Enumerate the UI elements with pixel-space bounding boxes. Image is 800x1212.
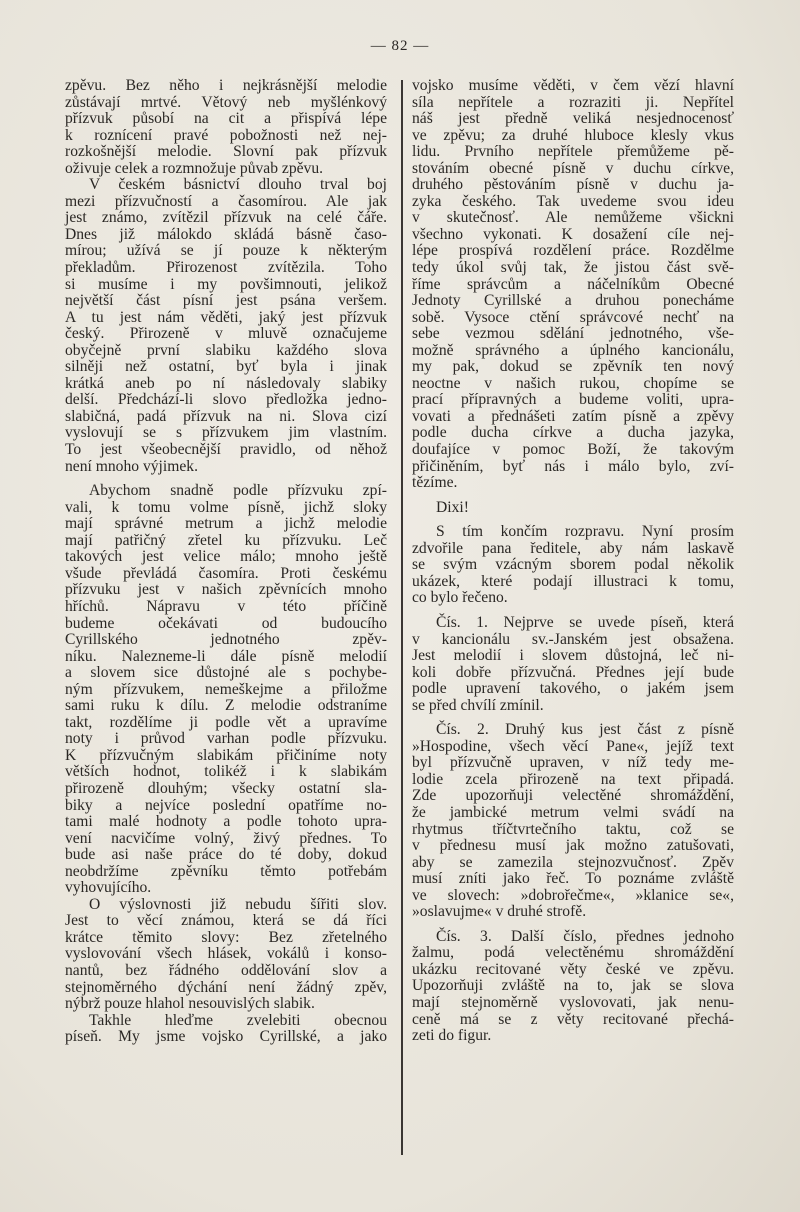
paragraph: [65, 1013, 387, 1046]
text-line: rozkošnější melodie. Slovní pak přízvuk: [65, 143, 387, 161]
text-line: vyslovování všech hlásek, vokálů i konso-: [65, 945, 387, 963]
paragraph: [65, 177, 387, 475]
text-line: silněji než ostatní, byť byla i jinak: [65, 358, 387, 376]
text-line: delší. Předchází-li slovo předložka jedno-: [65, 391, 387, 409]
text-line: O výslovnosti již nebudu šířiti slov.: [89, 895, 387, 913]
text-line: říme správcům a náčelníkům Obecné: [412, 275, 734, 293]
text-line: žalmu, podá velectěnému shromáždění: [412, 944, 734, 962]
paragraph: [65, 483, 387, 897]
text-line: lépe prospívá rozdělení práce. Rozdělme: [412, 242, 734, 260]
text-line: mají patřičný zřetel ku přízvuku. Leč: [65, 531, 387, 549]
text-line: mezi přízvučností a časomírou. Ale jak: [65, 192, 387, 210]
text-line: Dixi!: [436, 498, 469, 516]
text-line: aby se zamezila stejnozvučnosť. Zpěv: [412, 853, 734, 871]
text-line: takt, rozdělíme ji podle vět a upravíme: [65, 713, 387, 731]
text-line: budeme očekávati od budoucího: [65, 614, 387, 632]
paragraph: [65, 78, 387, 177]
text-line: sobě. Vysoce ctění správcové nechť na: [412, 308, 734, 326]
text-line: Jest melodií i slovem důstojná, leč ni-: [412, 647, 734, 665]
text-line: ukázek, které podají illustraci k tomu,: [412, 572, 734, 590]
text-line: bude asi naše práce do té doby, dokud: [65, 846, 387, 864]
text-line: překladům. Přirozenost zvítězila. Toho: [65, 259, 387, 277]
text-line: Zde upozorňuji velectěné shromáždění,: [412, 787, 734, 805]
text-line: rhytmus tříčtvrtečního taktu, což se: [412, 820, 734, 838]
text-line: píseň. My jsme vojsko Cyrillské, a jako: [65, 1028, 387, 1046]
text-line: v kancionálu sv.-Janském jest obsažena.: [412, 630, 734, 648]
paragraph: [65, 897, 387, 1013]
text-line: k roznícení pravé pobožnosti než nej-: [65, 126, 387, 144]
text-line: krátce těmito slovy: Bez zřetelného: [65, 928, 387, 946]
text-line: nantů, bez řádného oddělování slov a: [65, 961, 387, 979]
text-line: zůstávají mrtvé. Větový neb myšlénkový: [65, 93, 387, 111]
text-line: stejnoměrného dýchání není žádný zpěv,: [65, 978, 387, 996]
text-line: všechno vykonati. K dosažení cíle nej-: [412, 225, 734, 243]
text-line: doufajíce v pomoc Boží, že takovým: [412, 441, 734, 459]
text-line: vyslovují se s přízvukem jim vlastním.: [65, 424, 387, 442]
text-line: největší část písní jest psána veršem.: [65, 292, 387, 310]
text-line: a slovem sice důstojné ale s pochybe-: [65, 664, 387, 682]
text-line: ve zpěvu; za druhé hluboce klesly vkus: [412, 126, 734, 144]
text-line: musí zníti jako řeč. To poznáme zvláště: [412, 870, 734, 888]
text-line: není mnoho výjimek.: [65, 457, 198, 475]
text-line: oživuje celek a rozmnožuje půvab zpěvu.: [65, 159, 324, 177]
text-line: si musíme i my povšimnouti, jelikož: [65, 275, 387, 293]
text-line: Abychom snadně podle přízvuku zpí-: [89, 482, 387, 500]
text-line: sami ruku k dílu. Z melodie odstraníme: [65, 697, 387, 715]
text-line: takových jest velice málo; mnoho ještě: [65, 548, 387, 566]
text-line: noty i průvod varhan podle přízvuku.: [65, 730, 387, 748]
text-line: přirozeně dlouhým; všecky ostatní sla-: [65, 779, 387, 797]
text-line: byl přízvučně upraven, v níž tedy me-: [412, 754, 734, 772]
text-line: přičiněním, byť nás i málo bylo, zví-: [412, 457, 734, 475]
text-line: zyka českého. Tak uvedeme svou ideu: [412, 192, 734, 210]
text-line: neobdržíme zpěvníku těmto potřebám: [65, 862, 387, 880]
text-line: ceně má se z věty recitované přechá-: [412, 1010, 734, 1028]
text-line: vovati a přednášeti zatím písně a zpěvy: [412, 407, 734, 425]
text-line: zpěvu. Bez něho i nejkrásnější melodie: [65, 77, 387, 94]
text-line: Upozorňuji zvláště na to, jak se slova: [412, 977, 734, 995]
text-line: Cyrillského jednotného zpěv-: [65, 631, 387, 649]
text-line: Čís. 3. Další číslo, přednes jednoho: [436, 927, 734, 945]
text-line: vení nacvičíme volný, živý přednes. To: [65, 829, 387, 847]
text-line: náš jest předně veliká nesjednocenosť: [412, 110, 734, 128]
text-line: v přednesu musí jak možno zatušovati,: [412, 837, 734, 855]
text-line: přízvuk působí na cit a přispívá lépe: [65, 110, 387, 128]
text-line: »oslavujme« v druhé strofě.: [412, 903, 587, 921]
paragraph: [412, 722, 734, 921]
text-line: S tím končím rozpravu. Nyní prosím: [436, 523, 734, 541]
text-line: vyhovujícího.: [65, 879, 152, 897]
text-line: všude převládá časomíra. Proti českému: [65, 564, 387, 582]
paragraph: [412, 929, 734, 1045]
text-line: To jest všeobecnější pravidlo, od něhož: [65, 441, 387, 459]
text-line: zdvořile pana ředitele, aby nám laskavě: [412, 539, 734, 557]
text-line: Čís. 2. Druhý kus jest část z písně: [436, 721, 734, 739]
text-line: nýbrž pouze hlahol nesouvislých slabik.: [65, 995, 315, 1013]
text-line: sebe vezmou sdělání jednotného, vše-: [412, 325, 734, 343]
column-divider: [401, 80, 403, 1155]
text-line: tězíme.: [412, 474, 458, 492]
text-line: mírou; užívá se jí pouze k některým: [65, 242, 387, 260]
text-line: níku. Nalezneme-li dále písně melodií: [65, 647, 387, 665]
text-line: mají správné metrum a jichž melodie: [65, 515, 387, 533]
text-line: lodie zcela přirozeně na text připadá.: [412, 770, 734, 788]
text-line: A tu jest nám věděti, jaký jest přízvuk: [65, 308, 387, 326]
text-line: koli dobře přízvučná. Přednes její bude: [412, 663, 734, 681]
text-line: Čís. 1. Nejprve se uvede píseň, která: [436, 613, 734, 631]
text-line: krátká aneb po ní následovaly slabiky: [65, 374, 387, 392]
right-column: [412, 78, 734, 1045]
text-line: ným přízvukem, nemeškejme a přiložme: [65, 680, 387, 698]
text-line: síla nepřítele a rozraziti ji. Nepřítel: [412, 93, 734, 111]
text-line: K přízvučným slabikám přičiníme noty: [65, 746, 387, 764]
text-line: vojsko musíme věděti, v čem vězí hlavní: [412, 77, 734, 94]
paragraph: [412, 615, 734, 714]
text-line: tedy úkol svůj tak, že jistou část svě-: [412, 259, 734, 277]
text-line: větších hodnot, tolikéž i k slabikám: [65, 763, 387, 781]
text-line: Jednoty Cyrillské a druhou ponecháme: [412, 292, 734, 310]
text-line: co bylo řečeno.: [412, 589, 508, 607]
paragraph: [412, 78, 734, 492]
text-line: mají stejnoměrně vyslovovati, jak nenu-: [412, 993, 734, 1011]
page-number: — 82 —: [370, 38, 430, 54]
text-line: my pak, dokud se zpěvník ten nový: [412, 358, 734, 376]
text-line: podle upravení takového, o jakém jsem: [412, 680, 734, 698]
text-line: tami malé hodnoty a podle tohoto upra-: [65, 813, 387, 831]
text-line: V českém básnictví dlouho trval boj: [89, 176, 387, 194]
text-line: přízvuku jest v našich zpěvnících mnoho: [65, 581, 387, 599]
left-column: [65, 78, 387, 1046]
text-line: se svým vzácným sborem podal několik: [412, 556, 734, 574]
text-line: obyčejně první slabiku každého slova: [65, 341, 387, 359]
text-line: možně správného a úplného kancionálu,: [412, 341, 734, 359]
text-line: že jambické metrum velmi svádí na: [412, 803, 734, 821]
text-line: se před chvílí zmínil.: [412, 696, 544, 714]
text-line: lidu. Prvního nepřítele přemůžeme pě-: [412, 143, 734, 161]
paragraph: [412, 524, 734, 607]
text-line: ve slovech: »dobrořečme«, »klanice se«,: [412, 886, 734, 904]
text-line: v skutečnosť. Ale nemůžeme všickni: [412, 209, 734, 227]
text-line: hříchů. Nápravu v této příčině: [65, 597, 387, 615]
text-line: biky a nejvíce poslední opatříme no-: [65, 796, 387, 814]
text-line: zeti do figur.: [412, 1027, 492, 1045]
text-line: Takhle hleďme zvelebiti obecnou: [89, 1011, 387, 1029]
text-line: slabičná, padá přízvuk na ni. Slova cizí: [65, 407, 387, 425]
text-line: ukázku recitované věty české ve zpěvu.: [412, 960, 734, 978]
text-line: prací přípravných a budeme voliti, upra-: [412, 391, 734, 409]
text-line: stováním obecné písně v duchu církve,: [412, 159, 734, 177]
text-line: neoctne v našich rukou, chopíme se: [412, 374, 734, 392]
text-line: český. Přirozeně v mluvě označujeme: [65, 325, 387, 343]
text-line: podle ducha církve a ducha jazyka,: [412, 424, 734, 442]
text-line: Jest to věcí známou, která se dá říci: [65, 912, 387, 930]
text-line: vali, k tomu volme písně, jichž sloky: [65, 498, 387, 516]
text-line: druhého pěstováním písně v duchu ja-: [412, 176, 734, 194]
text-line: jest známo, zvítězil přízvuk na celé čáře.: [65, 209, 387, 227]
text-line: Dnes již málokdo skládá básně časo-: [65, 225, 387, 243]
text-line: »Hospodine, všech věcí Pane«, jejíž text: [412, 737, 734, 755]
paragraph: [412, 500, 734, 517]
